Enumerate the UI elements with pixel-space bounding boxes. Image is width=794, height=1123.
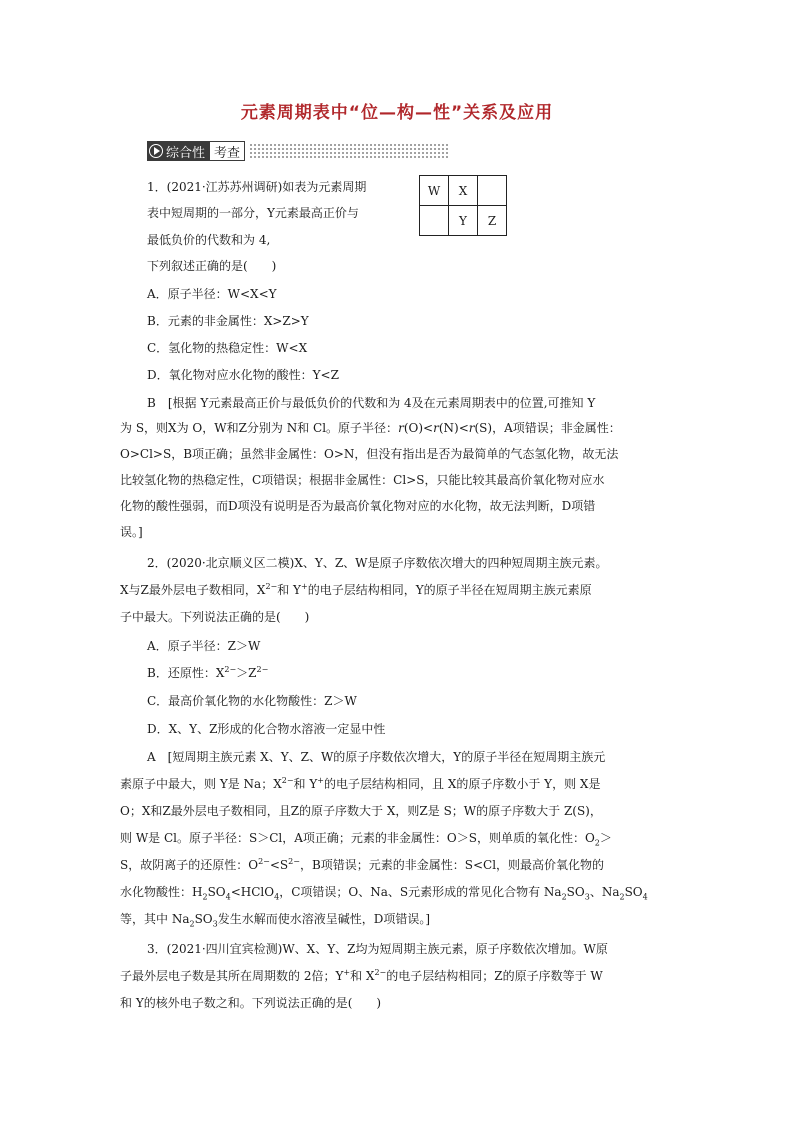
table-cell bbox=[420, 206, 449, 236]
q2-option-b: B．还原性：$X^{2-}>Z^{2-}$ bbox=[147, 665, 269, 680]
q1-option-a: A．原子半径：W<X<Y bbox=[147, 287, 277, 301]
q3-stem-line: 子最外层电子数是其所在周期数的 2倍；Y+和 $X^{2-}$的电子层结构相同；Z的原子序数等于 W bbox=[120, 968, 603, 983]
q2-explanation-line: 则 W是 Cl。原子半径：S＞Cl，A项正确；元素的非金属性：O＞S，则单质的氧化性：$O_2>$ bbox=[120, 831, 612, 848]
q2-option-c: C．最高价氧化物的水化物酸性：Z＞W bbox=[147, 694, 357, 708]
q1-explanation-line: B [根据 Y元素最高正价与最低负价的代数和为 4及在元素周期表中的位置,可推知 Y bbox=[147, 396, 596, 410]
table-cell: X bbox=[449, 176, 478, 206]
q1-stem-line: 1．(2021·江苏苏州调研)如表为元素周期 bbox=[147, 180, 367, 194]
table-cell bbox=[478, 176, 507, 206]
play-icon bbox=[149, 144, 163, 158]
q2-option-d: D．X、Y、Z形成的化合物水溶液一定显中性 bbox=[147, 722, 386, 736]
q2-stem-line: 子中最大。下列说法正确的是( ) bbox=[120, 610, 310, 624]
section-header bbox=[147, 141, 449, 161]
q1-stem-line: 最低负价的代数和为 4, bbox=[147, 233, 271, 247]
page-title: 元素周期表中“位—构—性”关系及应用 bbox=[240, 103, 554, 123]
q1-option-d: D．氧化物对应水化物的酸性：Y<Z bbox=[147, 368, 339, 382]
q1-option-c: C．氢化物的热稳定性：W<X bbox=[147, 341, 308, 355]
section-label-dark-text: 综合性 bbox=[166, 145, 206, 161]
table-cell: W bbox=[420, 176, 449, 206]
q1-stem-line: 表中短周期的一部分，Y元素最高正价与 bbox=[147, 206, 359, 220]
q1-stem-line: 下列叙述正确的是( ) bbox=[147, 259, 277, 273]
periodic-table-fragment bbox=[419, 175, 507, 236]
q1-explanation-line: 比较氢化物的热稳定性，C项错误；根据非金属性：Cl>S，只能比较其最高价氧化物对应水 bbox=[120, 473, 605, 487]
q3-stem-line: 和 Y的核外电子数之和。下列说法正确的是( ) bbox=[120, 996, 382, 1010]
table-cell: Y bbox=[449, 206, 478, 236]
dotted-decoration bbox=[249, 143, 449, 159]
table-cell: Z bbox=[478, 206, 507, 236]
section-label-dark bbox=[147, 141, 209, 161]
q1-explanation-line: 误。] bbox=[120, 525, 143, 539]
q2-explanation-line: A [短周期主族元素 X、Y、Z、W的原子序数依次增大，Y的原子半径在短周期主族元 bbox=[147, 750, 606, 764]
q1-option-b: B．元素的非金属性：X>Z>Y bbox=[147, 314, 309, 328]
q2-option-a: A．原子半径：Z＞W bbox=[147, 639, 261, 653]
section-label-light: 考查 bbox=[209, 141, 245, 161]
q3-stem-line: 3．(2021·四川宜宾检测)W、X、Y、Z均为短周期主族元素，原子序数依次增加。W原 bbox=[147, 942, 608, 956]
q2-explanation-line: 等，其中 $Na_2SO_3$发生水解而使水溶液呈碱性，D项错误。] bbox=[120, 912, 431, 929]
q2-explanation-line: S，故阴离子的还原性：$O^{2-}<S^{2-}$，B项错误；元素的非金属性：S<Cl，则最高价氧化物的 bbox=[120, 857, 605, 872]
q1-explanation-line: 为 S，则X为 O，W和Z分别为 N和 Cl。原子半径：r(O)<r(N)<r(S)，A项错误；非金属性： bbox=[120, 421, 621, 435]
q2-explanation-line: O；X和Z最外层电子数相同，且Z的原子序数大于 X，则Z是 S；W的原子序数大于 Z(S)， bbox=[120, 804, 602, 818]
q2-stem-line: 2．(2020·北京顺义区二模)X、Y、Z、W是原子序数依次增大的四种短周期主族元素。 bbox=[147, 556, 608, 570]
q2-explanation-line: 水化物酸性：$H_2SO_4<HClO_4$，C项错误；O、Na、S元素形成的常见化合物有 $Na_2SO_3$、$Na_2SO_4$ bbox=[120, 885, 648, 902]
q2-stem-line: X与Z最外层电子数相同，$X^{2-}$和 Y+的电子层结构相同，Y的原子半径在短周期主族元素原 bbox=[120, 582, 592, 597]
q1-explanation-line: 化物的酸性强弱，而D项没有说明是否为最高价氧化物对应的水化物，故无法判断，D项错 bbox=[120, 499, 596, 513]
q1-explanation-line: O>Cl>S，B项正确；虽然非金属性：O>N，但没有指出是否为最简单的气态氢化物，故无法 bbox=[120, 447, 619, 461]
q2-explanation-line: 素原子中最大，则 Y是 Na；$X^{2-}$和 Y+的电子层结构相同，且 X的原子序数小于 Y，则 X是 bbox=[120, 776, 601, 791]
